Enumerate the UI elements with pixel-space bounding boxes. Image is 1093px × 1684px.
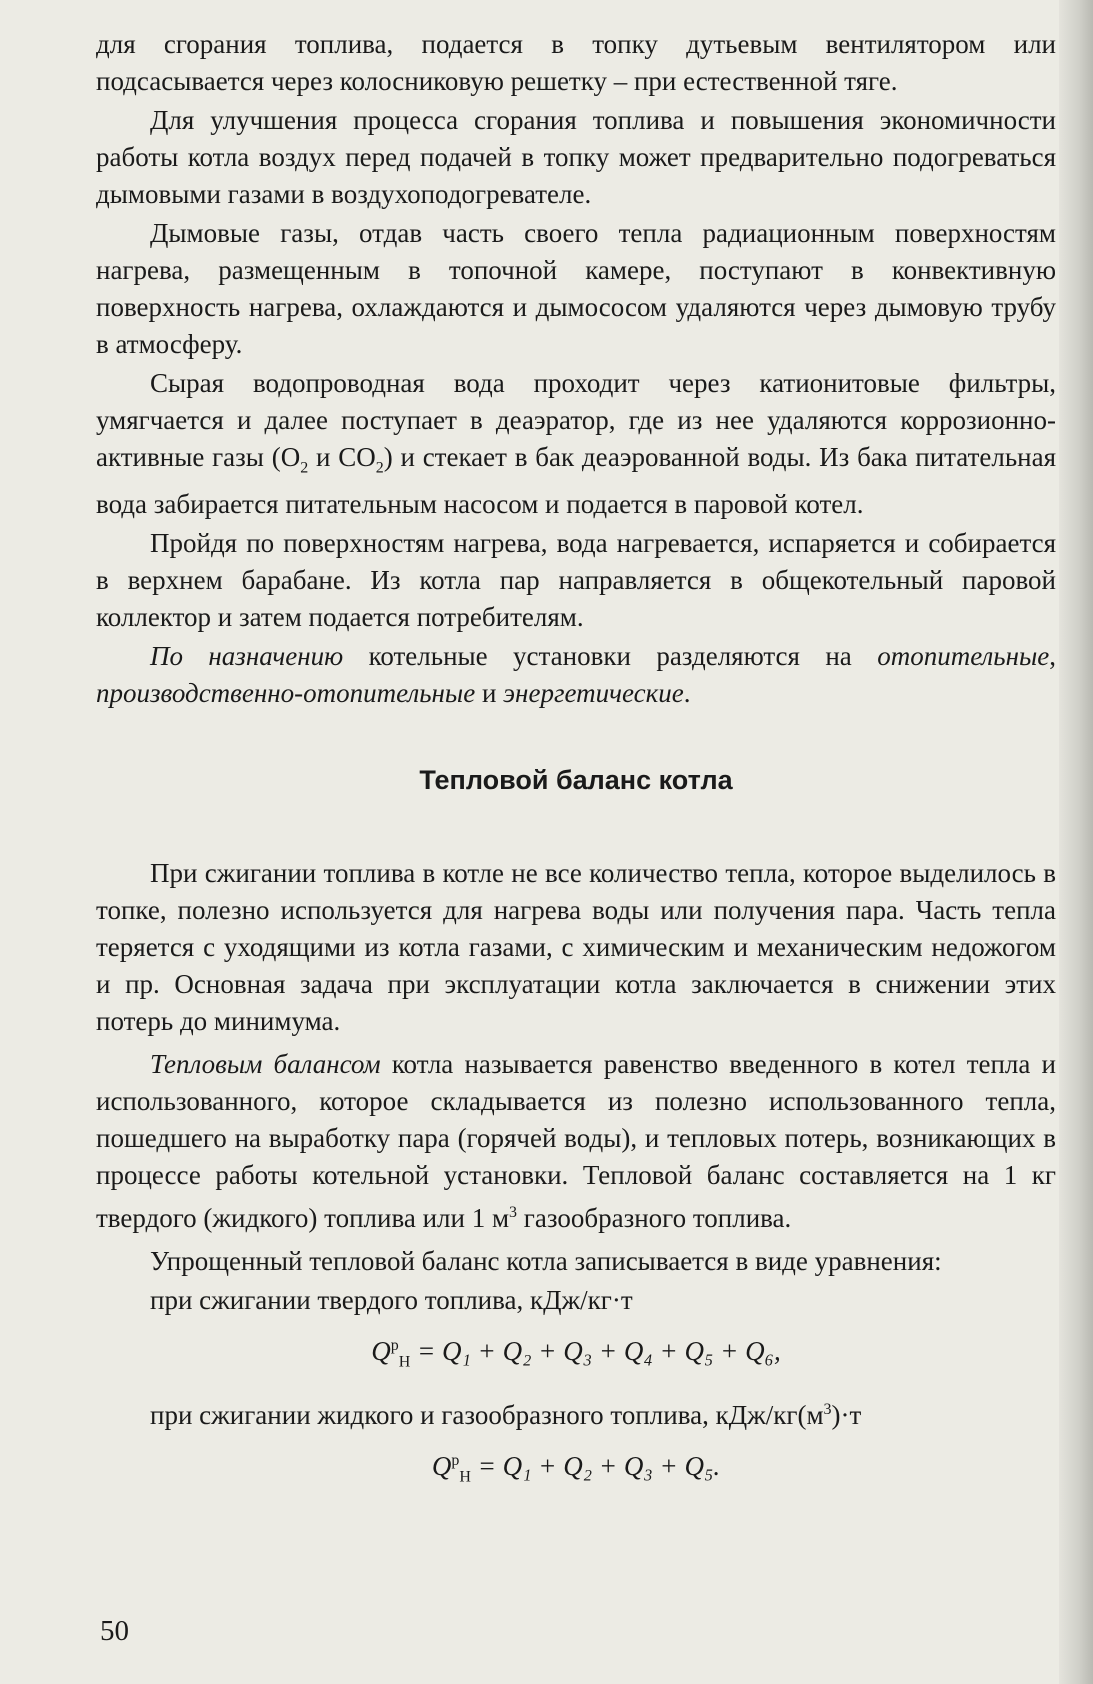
formula1-sup: р [390,1337,399,1355]
paragraph-steam: Пройдя по поверхностям нагрева, вода нагревается, испаряется и собирается в верхнем барабане. Из котла пар направляется в общекотельный паровой коллектор и затем подается потребителям. [96,528,1056,633]
superscript-m3: 3 [509,1204,518,1222]
balance-term: Тепловым балансом [150,1049,381,1080]
formula2-q: Q [431,1450,452,1481]
water-text-c: ) и стекает в бак деаэрованной воды. Из бака питательная вода забирается питательным насосом и подается в паровой котел. [96,442,1056,520]
purpose-industrial: производственно-отопительные [96,678,476,709]
case-solid-fuel: при сжигании твердого топлива, кДж/кг·т [150,1285,633,1316]
water-text-b: и СО [308,442,376,472]
subscript-co2: 2 [375,459,384,477]
paragraph-water-treatment [96,365,1056,523]
section-heading: Тепловой баланс котла [419,765,733,796]
formula2-rhs: = Q₁ + Q₂ + Q₃ + Q₅. [477,1450,721,1481]
case-liquid-gas-fuel [96,1391,1056,1434]
case-liquid-b: )·т [831,1399,862,1430]
balance-text-1: котла называется равенство введенного в котел тепла и использованного, которое складывается из полезно использованного тепла, пошедшего на выработку пара (горячей воды), и тепловых потерь, возникающих в процессе работы котельной установки. Тепловой баланс составляется на 1 кг твердого (жидкого) топлива или 1 м [96,1049,1056,1234]
formula-solid [96,1327,1056,1380]
purpose-term: По назначению [150,641,344,672]
balance-text-2: газообразного топлива. [517,1203,792,1234]
paragraph-balance-definition [96,1046,1056,1237]
purpose-text-3: и [475,678,504,709]
purpose-text-4: . [683,678,691,709]
page-spine-shadow [1059,0,1093,1684]
case-liquid-a: при сжигании жидкого и газообразного топлива, кДж/кг(м [150,1399,824,1430]
formula2-sub: Н [459,1468,471,1486]
purpose-text-1: котельные установки разделяются на [343,641,878,672]
paragraph-simplified: Упрощенный тепловой баланс котла записывается в виде уравнения: [150,1246,942,1277]
water-text-a: Сырая водопроводная вода проходит через катионитовые фильтры, умягчается и далее поступает в деаэратор, где из нее удаляются коррозионно-активные газы (О [96,368,1056,472]
paragraph-flue-gases: Дымовые газы, отдав часть своего тепла радиационным поверхностям нагрева, размещенным в топочной камере, поступают в конвективную поверхность нагрева, охлаждаются и дымососом удаляются через дымовую трубу в атмосферу. [96,218,1056,359]
formula2-sup: р [451,1451,460,1469]
formula1-rhs: = Q₁ + Q₂ + Q₃ + Q₄ + Q₅ + Q₆, [417,1336,781,1367]
paragraph-losses: При сжигании топлива в котле не все количество тепла, которое выделилось в топке, полезно используется для нагрева воды или получения пара. Часть тепла теряется с уходящими из котла газами, с химическим и механическим недожогом и пр. Основная задача при эксплуатации котла заключается в снижении этих потерь до минимума. [96,858,1056,1037]
case-liquid-sup: 3 [823,1400,832,1418]
page-text [96,26,1056,1505]
formula1-sub: Н [398,1353,411,1371]
page-number: 50 [100,1615,129,1647]
subscript-o2: 2 [300,459,309,477]
paragraph-air-heating: Для улучшения процесса сгорания топлива и повышения экономичности работы котла воздух перед подачей в топку может предварительно подогреваться дымовыми газами в воздухоподогревателе. [96,105,1056,209]
paragraph-air-supply: для сгорания топлива, подается в топку дутьевым вентилятором или подсасывается через колосниковую решетку – при естественной тяге. [96,29,1056,96]
formula-liquid-gas [96,1442,1056,1495]
purpose-energy: энергетические [503,678,684,709]
purpose-text-2: , [1049,641,1057,672]
formula1-q: Q [371,1336,391,1367]
purpose-heating: отопительные [877,641,1050,672]
paragraph-purpose [96,638,1056,712]
